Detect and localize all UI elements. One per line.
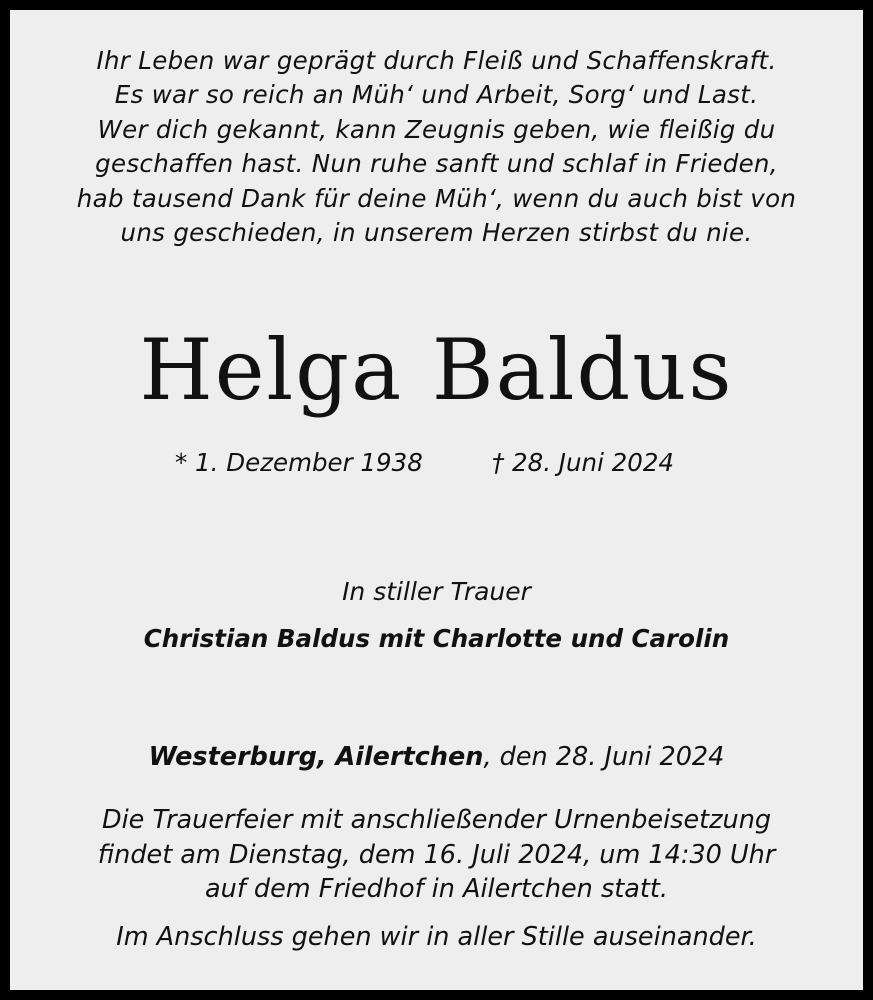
place-name: Westerburg, Ailertchen	[148, 742, 484, 772]
poem-line: Wer dich gekannt, kann Zeugnis geben, wie fleißig du	[97, 114, 776, 144]
ceremony-line: Die Trauerfeier mit anschließender Urnenbeisetzung	[101, 805, 772, 835]
ceremony-line: auf dem Friedhof in Ailertchen statt.	[205, 874, 668, 904]
birth-date: * 1. Dezember 1938	[175, 448, 423, 477]
place-date-line	[10, 740, 863, 774]
poem-line: Ihr Leben war geprägt durch Fleiß und Schaffenskraft.	[96, 46, 777, 75]
notice-date: , den 28. Juni 2024	[483, 742, 725, 772]
poem-line: hab tausend Dank für deine Müh‘, wenn du auch bist von	[76, 183, 797, 213]
deceased-name: Helga Baldus	[139, 321, 734, 419]
poem-line: Es war so reich an Müh‘ und Arbeit, Sorg‘ und Last.	[114, 80, 759, 110]
memorial-poem	[10, 44, 863, 250]
poem-line: uns geschieden, in unserem Herzen stirbst du nie.	[120, 218, 753, 248]
ceremony-info	[10, 803, 863, 907]
death-date: † 28. Juni 2024	[492, 448, 675, 477]
obituary-notice	[10, 10, 863, 990]
mourning-intro: In stiller Trauer	[342, 577, 531, 606]
mourner-names: Christian Baldus mit Charlotte und Carolin	[143, 624, 730, 653]
poem-line: geschaffen hast. Nun ruhe sanft und schlaf in Frieden,	[95, 149, 778, 179]
ceremony-line: findet am Dienstag, dem 16. Juli 2024, um 14:30 Uhr	[97, 839, 776, 870]
closing-line: Im Anschluss gehen wir in aller Stille auseinander.	[116, 922, 757, 952]
